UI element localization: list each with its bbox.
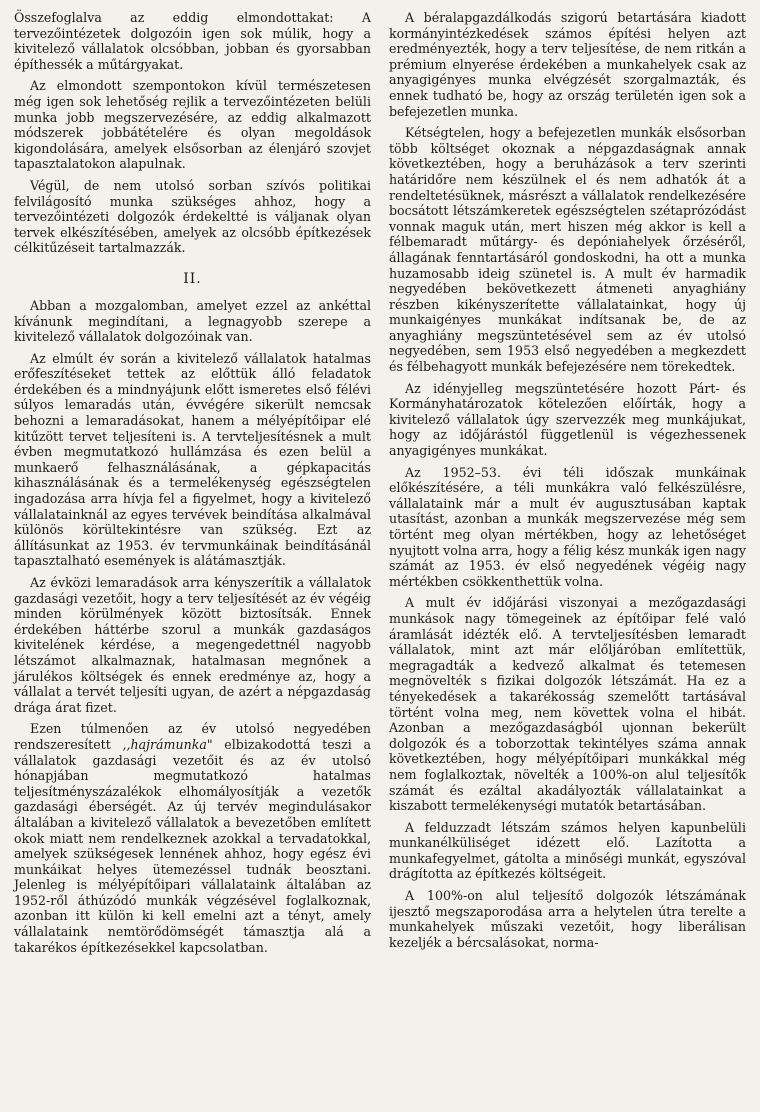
section-heading: II.: [183, 270, 202, 287]
paragraph: Abban a mozgalomban, amelyet ezzel az ankéttal kívánunk megindítani, a legnagyobb szerepe a kivitelező vállalatok dolgozóinak van.: [14, 297, 371, 345]
paragraph: Az 1952–53. évi téli időszak munkáinak előkészítésére, a téli munkákra való felkészülésre, vállalataink már a mult év augusztusában kaptak utasítást, azonban a munkák megszervezése még sem történt meg olyan mértékben, hogy az lehetőséget nyujtott volna arra, hogy a félig kész munkák igen nagy számát az 1953. év első negyedének végéig nagy mértékben csökkenthettük volna.: [389, 464, 746, 589]
right-column: [389, 10, 746, 1112]
paragraph: A felduzzadt létszám számos helyen kapunbelüli munkanélküliséget idézett elő. Lazította a munkafegyelmet, gátolta a minőségi munkát, egyszóval drágította az építkezés költségeit.: [389, 819, 746, 882]
paragraph: Az évközi lemaradások arra kényszerítik a vállalatok gazdasági vezetőit, hogy a terv teljesítését az év végéig minden körülmények között biztosítsák. Ennek érdekében háttérbe szorul a munkák gazdaságos kivitelének kérdése, a megengedettnél nagyobb létszámot alkalmaznak, hatalmasan megnőnek a járulékos költségek és ennek eredménye az, hogy a vállalat a tervét teljesíti ugyan, de azért a népgazdaság drága árat fizet.: [14, 575, 371, 715]
paragraph-text: elbizakodottá teszi a vállalatok gazdasági vezetőit és az év utolsó hónapjában megmutatkozó hatalmas teljesítményszázalékok elhomályosítják a vezetők gazdasági éberségét. Az új tervév megindulásakor általában a kivitelező vállalatok a bevezetőben említett okok miatt nem rendelkeznek azokkal a tervadatokkal, amelyek szükségesek lennének ahhoz, hogy egész évi munkáikat helyes ütemezéssel tudnák beosztani. Jelenleg is mélyépítőipari vállalataink általában az 1952-ről áthúzódó munkák végzésével foglalkoznak, azonban itt külön ki kell emelni azt a tényt, amely vállalataink nemtörődömségét támasztja alá a takarékos építkezésekkel kapcsolatban.: [14, 736, 371, 955]
paragraph: Az elmondott szempontokon kívül természetesen még igen sok lehetőség rejlik a tervezőintézeten belüli munka jobb megszervezésére, az eddig alkalmazott módszerek jobbátételére és olyan megoldások kigondolására, amelyek elsősorban az élenjáró szovjet tapasztalatokon alapulnak.: [14, 78, 371, 172]
paragraph: A 100%-on alul teljesítő dolgozók létszámának ijesztő megszaporodása arra a helytelen útra terelte a munkahelyek műszaki vezetőit, hogy liberálisan kezeljék a bércsalásokat, norma-: [389, 888, 746, 950]
paragraph: Végül, de nem utolsó sorban szívós politikai felvilágosító munka szükséges ahhoz, hogy a tervezőintézeti dolgozók érdekeltté is váljanak olyan tervek elkészítésében, amelyek az olcsóbb építkezések célkitűzéseit tartalmazzák.: [14, 177, 371, 256]
left-column: [14, 10, 371, 1112]
paragraph: Az idényjelleg megszüntetésére hozott Párt- és Kormányhatározatok kötelezően előírták, hogy a kivitelező vállalatok úgy szervezzék meg munkájukat, hogy az időjárástól függetlenül is végezhessenek anyagigényes munkákat.: [389, 380, 746, 459]
paragraph: [14, 721, 371, 955]
paragraph: Az elmúlt év során a kivitelező vállalatok hatalmas erőfeszítéseket tettek az előttük álló feladatok érdekében és a mindnyájunk előtt ismeretes első félévi súlyos lemaradás után, évvégére sikerült nemcsak behozni a lemaradásokat, hanem a mélyépítőipar elé kitűzött tervet teljesíteni is. A tervteljesítésnek a mult évben megmutatkozó hullámzása és ezen belül a munkaerő felhasználásának, a gépkapacitás kihasználásának és a termelékenység egészségtelen ingadozása arra hívja fel a figyelmet, hogy a kivitelező vállalatainknál az egyes tervévek beindítása alkalmával különös körültekintésre van szükség. Ezt az állításunkat az 1953. év tervmunkáinak beindításánál tapasztalható események is alátámasztják.: [14, 350, 371, 569]
paragraph: A mult év időjárási viszonyai a mezőgazdasági munkások nagy tömegeinek az építőipar felé való áramlását idézték elő. A tervteljesítésben lemaradt vállalatok, mint azt már előljáróban említettük, megragadták a kedvező alkalmat és tetemesen megnövelték s fizikai dolgozók létszámát. Ha ez a tényekedések a takarékosság szemelőtt tartásával történt volna meg, nem követtek volna el hibát. Azonban a mezőgazdaságból ujonnan bekerült dolgozók és a toborzottak tekintélyes száma annak következtében, hogy mélyépítőipari munkákkal még nem foglalkoztak, növelték a 100%-on alul teljesítők számát és ezáltal akadályozták vállalatainkat a kiszabott termelékenységi mutatók betartásában.: [389, 595, 746, 814]
paragraph: Kétségtelen, hogy a befejezetlen munkák elsősorban több költséget okoznak a népgazdaságnak annak következtében, hogy a beruházások a terv szerinti határidőre nem készülnek el és nem adhatók át a rendeltetésüknek, másrészt a vállalatok rendelkezésére bocsátott létszámkeretek egészségtelen szétaprózódást vonnak maguk után, mert hiszen még akkor is kell a félbemaradt műtárgy- és depóniahelyek őrzéséről, állagának fenntartásáról gondoskodni, ha ott a munka huzamosabb ideig szünetel is. A mult év harmadik negyedében bekövetkezett átmeneti anyaghiány részben kikényszerítette vállalatainkat, hogy új munkaigényes munkákat indítsanak be, de az anyaghiány megszüntetésével sem az év utolsó negyedében, sem 1953 első negyedében a megkezdett és félbehagyott munkák befejezésére nem törekedtek.: [389, 125, 746, 375]
emphasized-term: ,,hajrámunka": [122, 736, 213, 752]
paragraph: Összefoglalva az eddig elmondottakat: A tervezőintézetek dolgozóin igen sok múlik, hogy a kivitelező vállalatok olcsóbban, jobban és gyorsabban építhessék a műtárgyakat.: [14, 10, 371, 72]
paragraph-text: Ezen túlmenően az év utolsó negyedében rendszeresített: [14, 721, 371, 752]
paragraph: A béralapgazdálkodás szigorú betartására kiadott kormányintézkedések számos építési helyen azt eredményezték, hogy a terv teljesítése, de nem ritkán a prémium elnyerése érdekében a munkahelyek csak az anyagigényes munka elvégzését szorgalmazták, és ennek tudható be, hogy az ország területén igen sok a befejezetlen munka.: [389, 10, 746, 119]
